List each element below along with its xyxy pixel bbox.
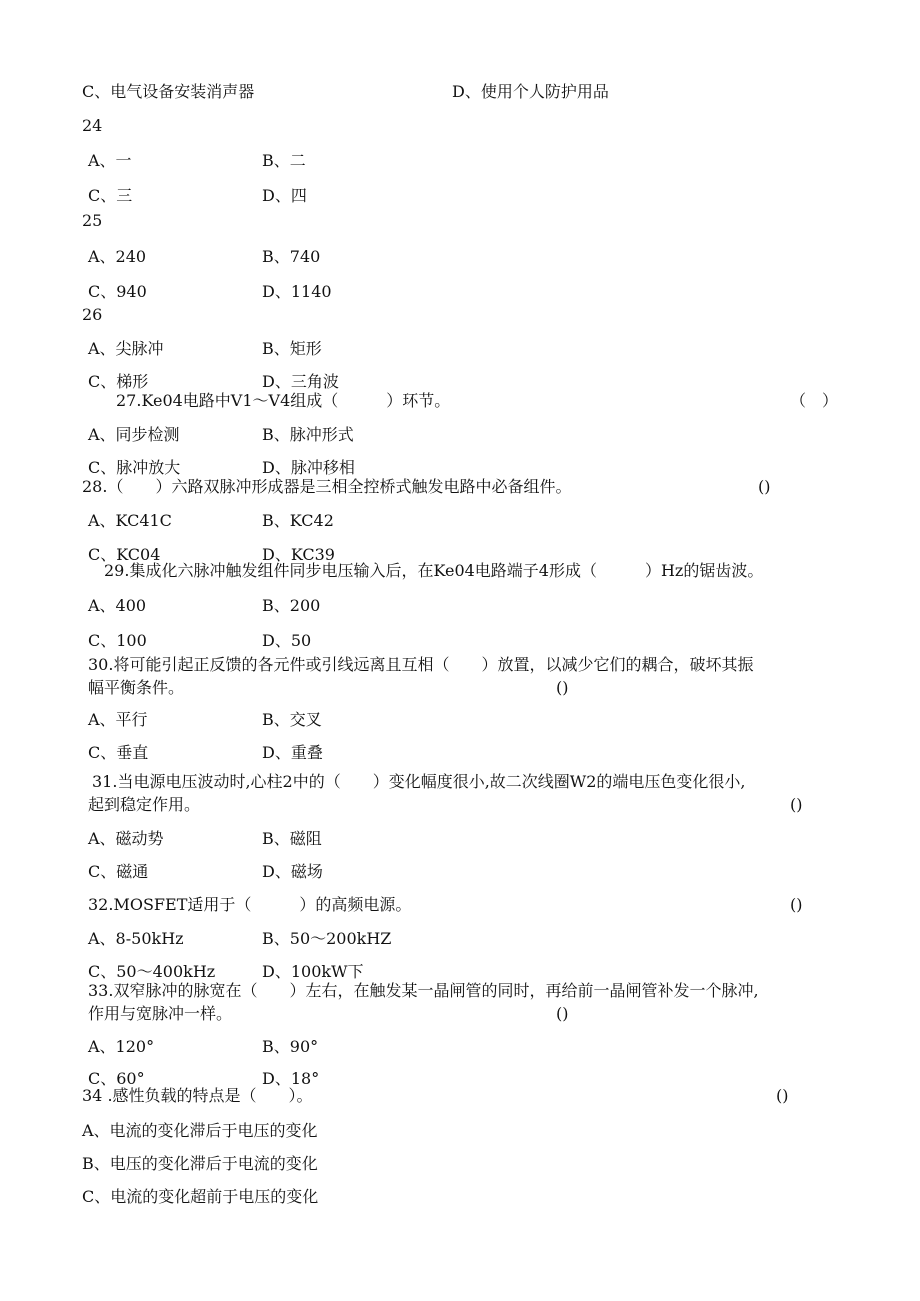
q31-option-b: B、磁阻 [262, 829, 322, 848]
q26-option-c: C、梯形 [88, 372, 149, 391]
q32-option-a: A、8-50kHz [88, 929, 184, 948]
q33-option-a: A、120° [88, 1037, 155, 1056]
question-33-text: 33.双窄脉冲的脉宽在（ ）左右，在触发某一晶闸管的同时，再给前一晶闸管补发一个脉冲, [88, 981, 759, 1000]
question-27-answer-bracket: （ ） [790, 391, 839, 410]
option-d-line-1: D、使用个人防护用品 [452, 82, 609, 101]
question-26-number: 26 [82, 305, 103, 324]
question-30-text: 30.将可能引起正反馈的各元件或引线远离且互相（ ）放置，以减少它们的耦合，破坏其振 [88, 655, 754, 674]
question-33-answer-bracket: () [556, 1004, 569, 1023]
q24-option-a: A、一 [88, 151, 132, 170]
question-29-text: 29.集成化六脉冲触发组件同步电压输入后，在Ke04电路端子4形成（ ）Hz的锯齿波。 [104, 561, 764, 580]
q33-option-d: D、18° [262, 1069, 320, 1088]
question-28-answer-bracket: () [758, 477, 771, 496]
question-30-text-cont: 幅平衡条件。 [88, 678, 185, 697]
question-25-number: 25 [82, 211, 103, 230]
q32-option-d: D、100kW下 [262, 962, 364, 981]
q27-option-a: A、同步检测 [88, 425, 180, 444]
question-24-number: 24 [82, 116, 103, 135]
q24-option-c: C、三 [88, 186, 133, 205]
q28-option-c: C、KC04 [88, 545, 161, 564]
question-32-answer-bracket: () [790, 895, 803, 914]
q28-option-a: A、KC41C [88, 511, 172, 530]
question-31-answer-bracket: () [790, 795, 803, 814]
q32-option-c: C、50～400kHz [88, 962, 216, 981]
q30-option-a: A、平行 [88, 710, 148, 729]
q33-option-c: C、60° [88, 1069, 145, 1088]
question-28-text: 28.（ ）六路双脉冲形成器是三相全控桥式触发电路中必备组件。 [82, 477, 572, 496]
q25-option-a: A、240 [88, 247, 147, 266]
question-34-text: 34 .感性负载的特点是（ ）。 [82, 1086, 313, 1105]
q34-option-b: B、电压的变化滞后于电流的变化 [82, 1154, 318, 1173]
q34-option-a: A、电流的变化滞后于电压的变化 [82, 1121, 318, 1140]
q24-option-b: B、二 [262, 151, 306, 170]
q33-option-b: B、90° [262, 1037, 319, 1056]
q30-option-d: D、重叠 [262, 743, 323, 762]
q24-option-d: D、四 [262, 186, 307, 205]
q27-option-d: D、脉冲移相 [262, 458, 355, 477]
q29-option-a: A、400 [88, 596, 147, 615]
q31-option-a: A、磁动势 [88, 829, 164, 848]
q25-option-b: B、740 [262, 247, 321, 266]
q25-option-d: D、1140 [262, 282, 332, 301]
q29-option-c: C、100 [88, 631, 147, 650]
q29-option-b: B、200 [262, 596, 321, 615]
q26-option-a: A、尖脉冲 [88, 339, 164, 358]
question-31-text-cont: 起到稳定作用。 [88, 795, 201, 814]
q31-option-c: C、磁通 [88, 862, 149, 881]
q26-option-d: D、三角波 [262, 372, 339, 391]
q25-option-c: C、940 [88, 282, 147, 301]
q34-option-c: C、电流的变化超前于电压的变化 [82, 1187, 319, 1206]
q30-option-c: C、垂直 [88, 743, 149, 762]
q32-option-b: B、50～200kHZ [262, 929, 392, 948]
option-c-line-1: C、电气设备安装消声器 [82, 82, 255, 101]
q27-option-c: C、脉冲放大 [88, 458, 181, 477]
q29-option-d: D、50 [262, 631, 312, 650]
question-30-answer-bracket: () [556, 678, 569, 697]
q30-option-b: B、交叉 [262, 710, 322, 729]
question-33-text-cont: 作用与宽脉冲一样。 [88, 1004, 233, 1023]
question-31-text: 31.当电源电压波动时,心柱2中的（ ）变化幅度很小,故二次线圈W2的端电压色变化很小, [92, 772, 746, 791]
q28-option-d: D、KC39 [262, 545, 335, 564]
q26-option-b: B、矩形 [262, 339, 322, 358]
q31-option-d: D、磁场 [262, 862, 323, 881]
q27-option-b: B、脉冲形式 [262, 425, 354, 444]
question-34-answer-bracket: () [776, 1086, 789, 1105]
question-27-text: 27.Ke04电路中V1～V4组成（ ）环节。 [116, 391, 451, 410]
question-32-text: 32.MOSFET适用于（ ）的高频电源。 [88, 895, 412, 914]
q28-option-b: B、KC42 [262, 511, 334, 530]
